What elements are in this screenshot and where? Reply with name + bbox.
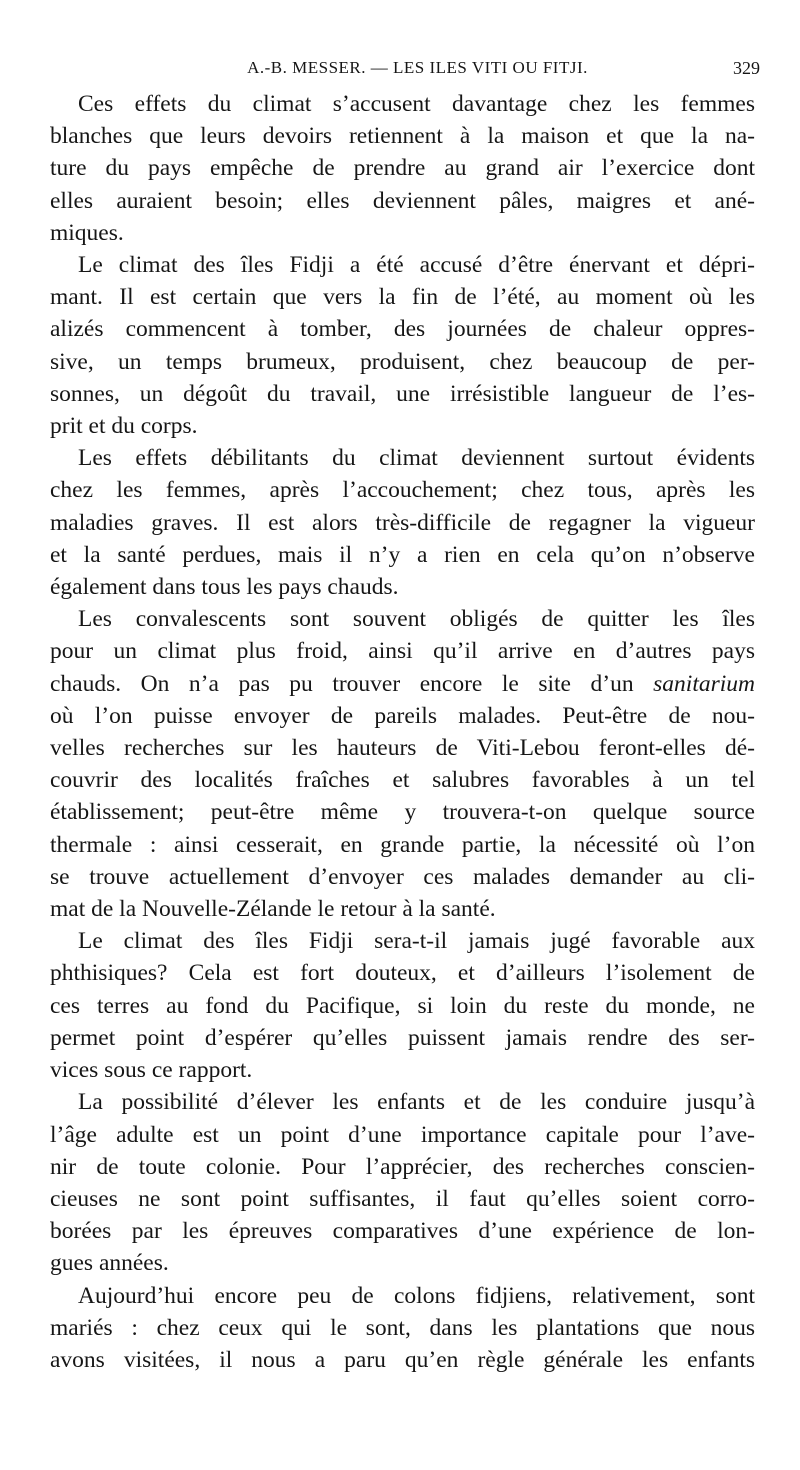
- text-line: cieuses ne sont point suffisantes, il faut qu’elles soient corro-: [50, 1185, 755, 1212]
- paragraph-5: [50, 925, 755, 1086]
- text-line: ture du pays empêche de prendre au grand air l’exercice dont: [50, 155, 755, 182]
- body-text: [50, 88, 755, 1376]
- running-title: A.-B. MESSER. — LES ILES VITI OU FITJI.: [247, 58, 588, 77]
- text-line: Le climat des îles Fidji sera-t-il jamais jugé favorable aux: [78, 928, 755, 955]
- paragraph-7: [50, 1280, 755, 1377]
- text-line: Le climat des îles Fidji a été accusé d’être énervant et dépri-: [78, 252, 755, 279]
- text-line: pour un climat plus froid, ainsi qu’il arrive en d’autres pays: [50, 638, 755, 665]
- text-line: prit et du corps.: [50, 413, 198, 440]
- text-line: établissement; peut-être même y trouvera-t-on quelque source: [50, 799, 755, 826]
- text-line: Aujourd’hui encore peu de colons fidjiens, relativement, sont: [78, 1282, 755, 1309]
- text-line: également dans tous les pays chauds.: [50, 574, 399, 601]
- text-line: couvrir des localités fraîches et salubres favorables à un tel: [50, 767, 755, 794]
- text-line: Les convalescents sont souvent obligés de quitter les îles: [78, 606, 755, 633]
- text-line: mat de la Nouvelle-Zélande le retour à la santé.: [50, 896, 496, 923]
- text-line: alizés commencent à tomber, des journées de chaleur oppres-: [50, 316, 755, 343]
- text-line: Ces effets du climat s’accusent davantage chez les femmes: [78, 91, 755, 117]
- text-fragment: chauds. On n’a pas pu trouver encore le site d’un: [50, 670, 654, 697]
- paragraph-4: [50, 603, 755, 925]
- text-line: où l’on puisse envoyer de pareils malades. Peut-être de nou-: [50, 702, 755, 729]
- text-line: elles auraient besoin; elles deviennent pâles, maigres et ané-: [50, 187, 755, 214]
- text-line: permet point d’espérer qu’elles puissent jamais rendre des ser-: [50, 1024, 755, 1051]
- italic-term: sanitarium: [653, 670, 755, 697]
- text-line: l’âge adulte est un point d’une importance capitale pour l’ave-: [50, 1121, 755, 1148]
- text-line: vices sous ce rapport.: [50, 1057, 253, 1084]
- text-line: Les effets débilitants du climat deviennent surtout évidents: [78, 445, 755, 472]
- text-line: phthisiques? Cela est fort douteux, et d’ailleurs l’isolement de: [50, 960, 755, 987]
- running-head: [75, 58, 760, 88]
- text-line: avons visitées, il nous a paru qu’en règle générale les enfants: [50, 1346, 755, 1373]
- text-line: chez les femmes, après l’accouchement; chez tous, après les: [50, 477, 755, 504]
- text-line: sonnes, un dégoût du travail, une irrésistible langueur de l’es-: [50, 380, 755, 407]
- text-line: sive, un temps brumeux, produisent, chez beaucoup de per-: [50, 348, 755, 375]
- paragraph-1: [50, 88, 755, 249]
- text-line: borées par les épreuves comparatives d’une expérience de lon-: [50, 1218, 755, 1245]
- paragraph-3: [50, 442, 755, 603]
- paragraph-2: [50, 249, 755, 442]
- text-line: mariés : chez ceux qui le sont, dans les plantations que nous: [50, 1314, 755, 1341]
- text-line-with-italic: [50, 668, 755, 700]
- text-line: gues années.: [50, 1250, 169, 1277]
- text-line: La possibilité d’élever les enfants et de les conduire jusqu’à: [78, 1089, 755, 1116]
- text-line: nir de toute colonie. Pour l’apprécier, des recherches conscien-: [50, 1153, 755, 1180]
- text-line: mant. Il est certain que vers la fin de l’été, au moment où les: [50, 284, 755, 311]
- page-number: 329: [733, 58, 760, 78]
- text-line: velles recherches sur les hauteurs de Viti-Lebou feront-elles dé-: [50, 735, 755, 762]
- text-line: ces terres au fond du Pacifique, si loin du reste du monde, ne: [50, 992, 755, 1019]
- text-line: miques.: [50, 219, 124, 246]
- text-line: se trouve actuellement d’envoyer ces malades demander au cli-: [50, 863, 755, 890]
- text-line: maladies graves. Il est alors très-difficile de regagner la vigueur: [50, 509, 755, 536]
- text-line: et la santé perdues, mais il n’y a rien en cela qu’on n’observe: [50, 541, 755, 568]
- text-line: blanches que leurs devoirs retiennent à la maison et que la na-: [50, 123, 755, 150]
- text-line: thermale : ainsi cesserait, en grande partie, la nécessité où l’on: [50, 831, 755, 858]
- paragraph-6: [50, 1086, 755, 1279]
